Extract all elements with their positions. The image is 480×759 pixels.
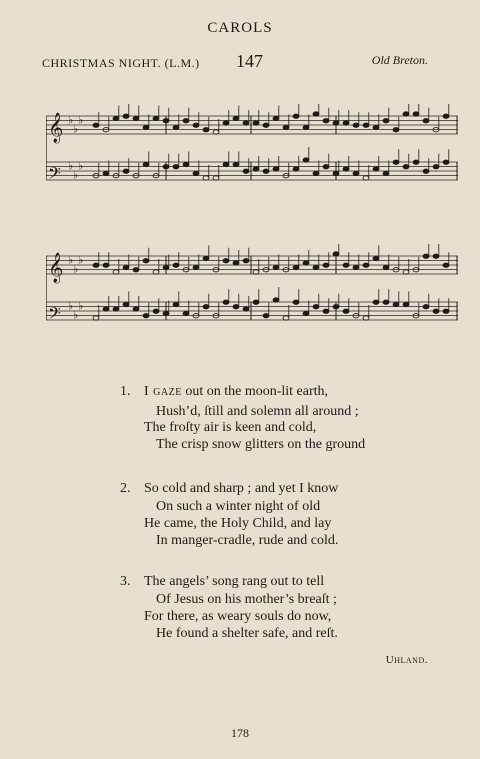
music-system-1 bbox=[46, 104, 458, 204]
verse-line: Of Jesus on his mother’s breaſt ; bbox=[156, 592, 337, 607]
svg-text:♭: ♭ bbox=[73, 309, 79, 322]
music-system-2 bbox=[46, 244, 458, 344]
treble-staff bbox=[46, 104, 458, 144]
svg-text:♭: ♭ bbox=[68, 254, 74, 267]
author-attribution: Uhland. bbox=[385, 654, 428, 666]
svg-text:♭: ♭ bbox=[73, 123, 79, 136]
svg-text:♭: ♭ bbox=[68, 300, 74, 313]
verse-line: The crisp snow glitters on the ground bbox=[156, 437, 366, 452]
running-head: CAROLS bbox=[207, 20, 273, 36]
verse-line: Hush’d, ſtill and solemn all around ; bbox=[156, 404, 359, 419]
verse-line: For there, as weary souls do now, bbox=[144, 609, 332, 624]
svg-text:♭: ♭ bbox=[78, 300, 84, 313]
svg-text:♭: ♭ bbox=[73, 263, 79, 276]
verse-line: On such a winter night of old bbox=[156, 499, 321, 514]
svg-text:𝄢: 𝄢 bbox=[48, 163, 61, 187]
verse-number: 3. bbox=[120, 574, 131, 589]
bass-staff bbox=[46, 287, 458, 327]
svg-text:𝄢: 𝄢 bbox=[48, 303, 61, 327]
hymn-title: CHRISTMAS NIGHT. (L.M.) bbox=[42, 56, 200, 70]
verse-line: He found a shelter safe, and reſt. bbox=[156, 626, 338, 641]
svg-text:𝄞: 𝄞 bbox=[48, 113, 64, 143]
svg-text:♭: ♭ bbox=[73, 169, 79, 182]
svg-text:♭: ♭ bbox=[68, 160, 74, 173]
music-staves-2 bbox=[46, 244, 458, 344]
verse-line: He came, the Holy Child, and lay bbox=[144, 516, 332, 531]
hymn-number: 147 bbox=[236, 51, 263, 71]
verse-line: The froſty air is keen and cold, bbox=[144, 420, 317, 435]
treble-staff bbox=[46, 244, 458, 284]
verse-line bbox=[144, 382, 328, 402]
verse-number: 2. bbox=[120, 481, 131, 496]
bass-staff bbox=[46, 147, 458, 187]
svg-text:♭: ♭ bbox=[78, 160, 84, 173]
verse-line-text: out on the moon-lit earth, bbox=[185, 384, 329, 399]
verse-line: In manger-cradle, rude and cold. bbox=[156, 533, 339, 548]
svg-text:♭: ♭ bbox=[68, 114, 74, 127]
svg-text:♭: ♭ bbox=[78, 114, 84, 127]
svg-text:♭: ♭ bbox=[78, 254, 84, 267]
verse-line: So cold and sharp ; and yet I know bbox=[144, 481, 339, 496]
music-staves-1 bbox=[46, 104, 458, 204]
verse-number: 1. bbox=[120, 384, 131, 399]
tune-source: Old Breton. bbox=[371, 53, 428, 67]
svg-text:𝄞: 𝄞 bbox=[48, 253, 64, 283]
verse-line: The angels’ song rang out to tell bbox=[144, 574, 325, 589]
page-number: 178 bbox=[231, 726, 249, 740]
verse-first-word: I gaze bbox=[144, 384, 182, 399]
